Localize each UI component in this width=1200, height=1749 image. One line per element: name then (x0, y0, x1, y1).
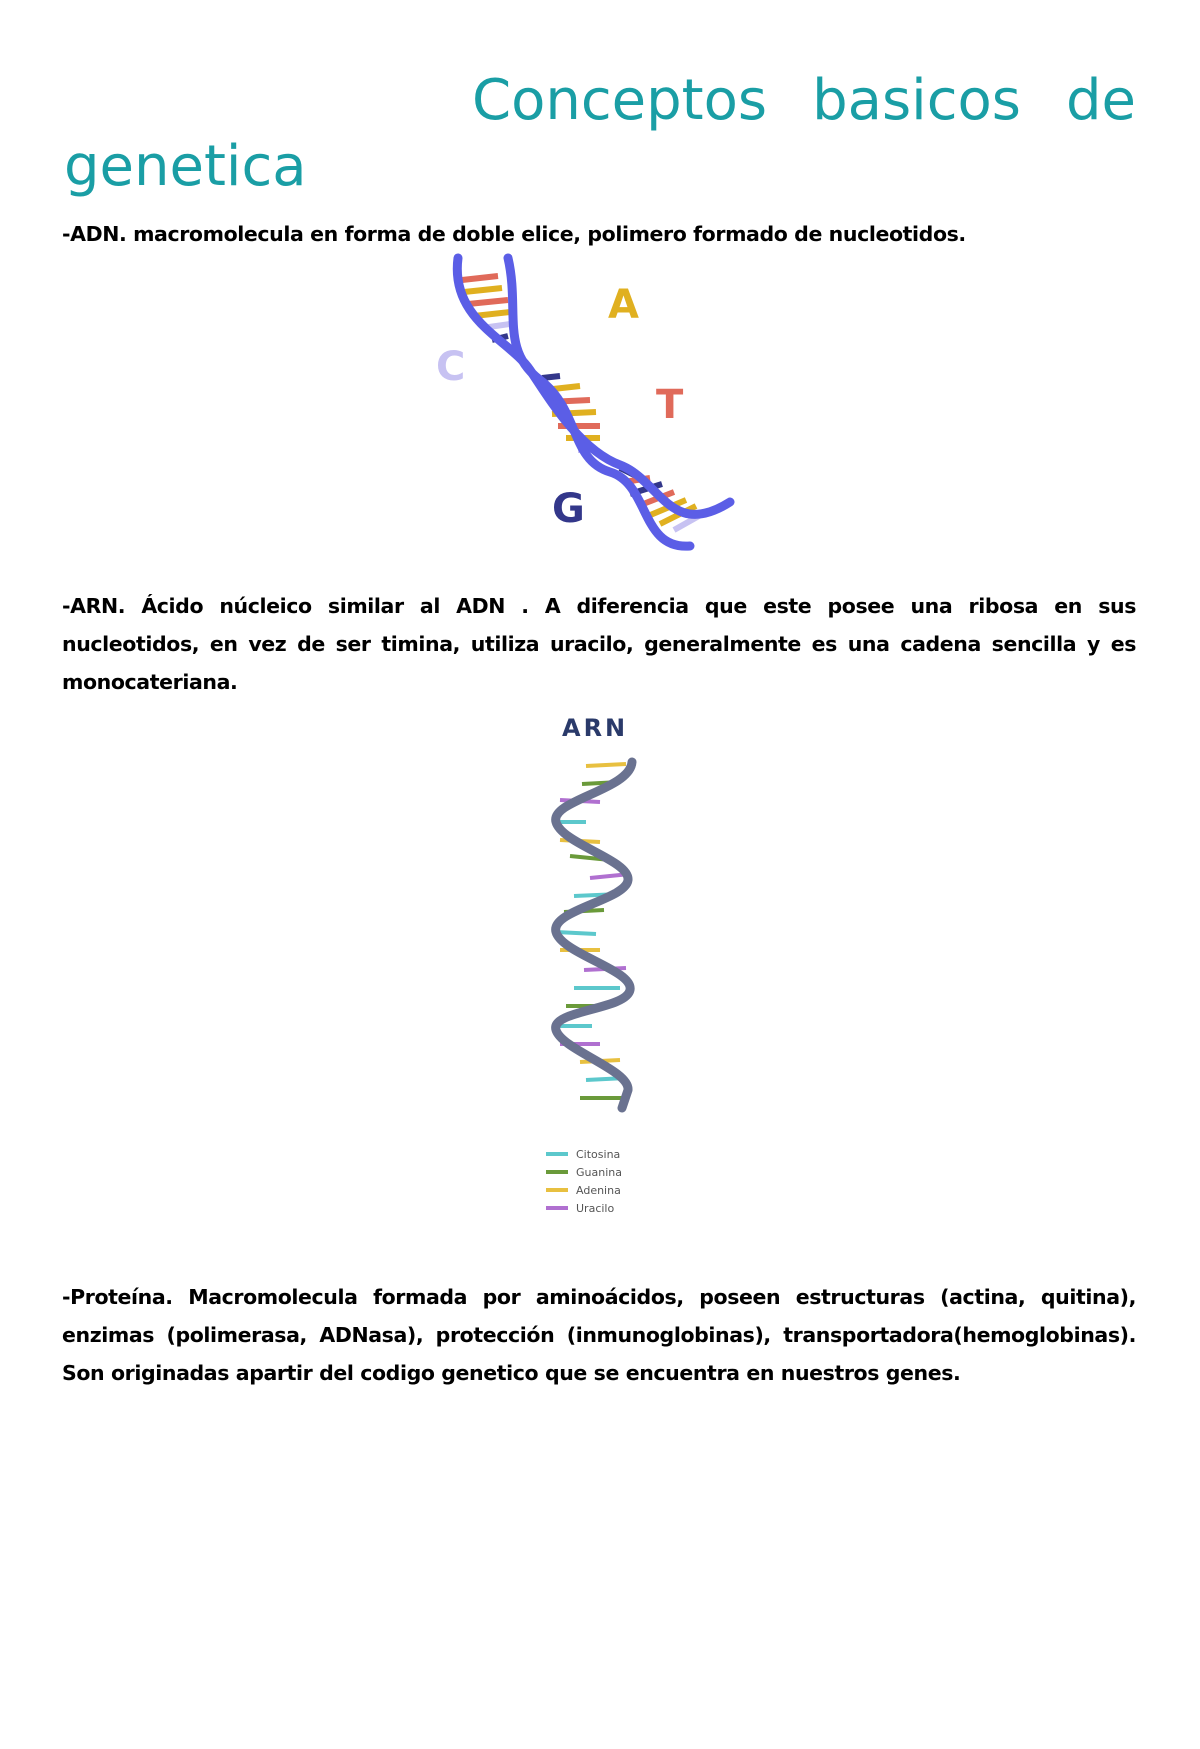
dna-rung (542, 376, 560, 378)
legend-label-citosina: Citosina (576, 1148, 621, 1161)
dna-helix-svg (436, 250, 760, 555)
rna-base (586, 764, 626, 766)
legend-label-adenina: Adenina (576, 1184, 621, 1197)
page-title: Conceptos basicos de genetica (64, 68, 1136, 199)
dna-letter-g: G (552, 486, 585, 532)
rna-bases (554, 764, 630, 1098)
dna-letter-a: A (608, 282, 639, 328)
paragraph-proteina: -Proteína. Macromolecula formada por aminoácidos, poseen estructuras (actina, quitina), enzimas (polimerasa, ADNasa), protección (inmunoglobinas), transportadora(hemoglobinas). Son originadas apartir del codigo genetico que se encuentra en nuestros genes. (62, 1285, 1136, 1385)
dna-rung (464, 288, 502, 292)
rna-legend (546, 1148, 622, 1215)
dna-rung (462, 276, 498, 280)
paragraph-arn: -ARN. Ácido núcleico similar al ADN . A diferencia que este posee una ribosa en sus nucleotidos, en vez de ser timina, utiliza uracilo, generalmente es una cadena sencilla y es monocateriana. (62, 594, 1136, 694)
dna-backbone-1 (457, 258, 730, 514)
dna-letter-c: C (436, 344, 466, 390)
dna-letter-t: T (656, 382, 684, 428)
rna-helix-svg (530, 710, 670, 1230)
legend-label-guanina: Guanina (576, 1166, 622, 1179)
rna-base (556, 932, 596, 934)
dna-illustration (436, 250, 760, 555)
rna-label: ARN (562, 714, 629, 742)
paragraph-adn: -ADN. macromolecula en forma de doble elice, polimero formado de nucleotidos. (62, 222, 966, 246)
rna-illustration (530, 710, 670, 1230)
legend-label-uracilo: Uracilo (576, 1202, 615, 1215)
dna-rung (468, 300, 508, 304)
